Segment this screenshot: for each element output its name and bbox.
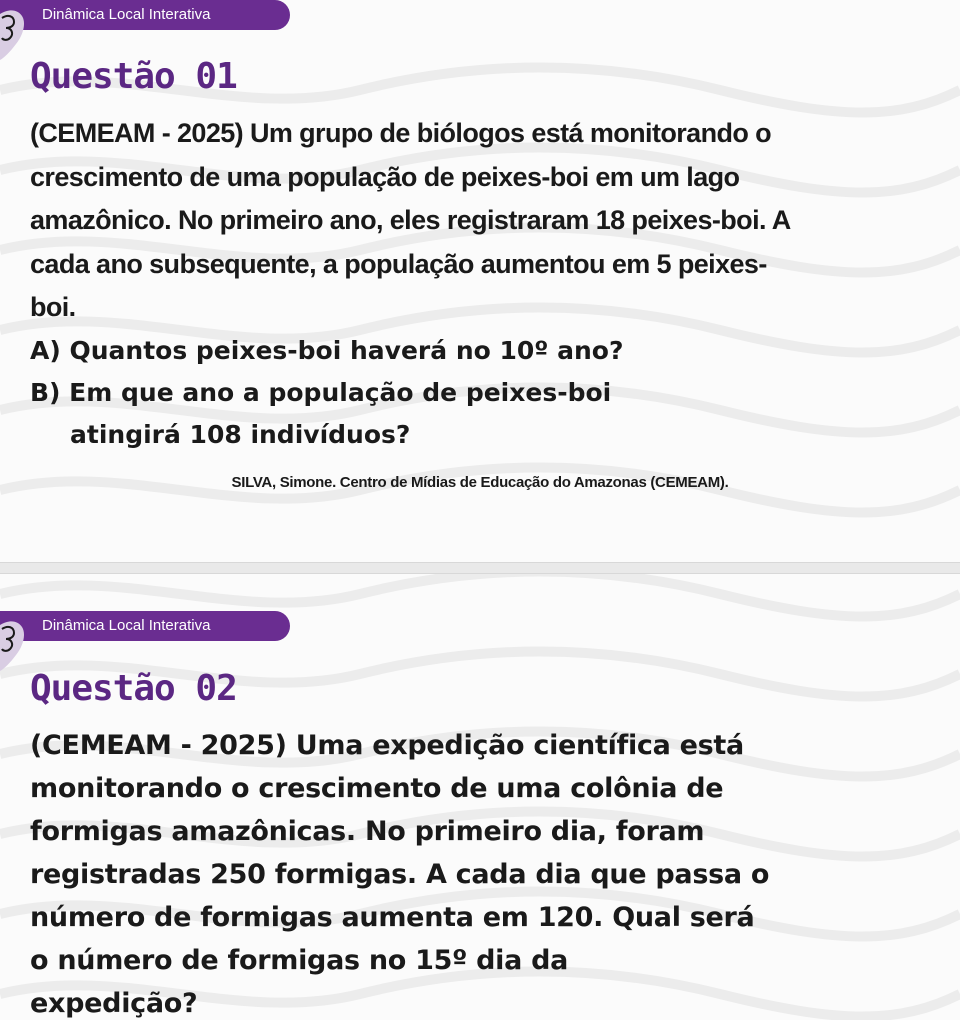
question-statement: (CEMEAM - 2025) Um grupo de biólogos está monitorando o crescimento de uma população de peixes-boi em um lago amazônico. No primeiro ano, eles registraram 18 peixes-boi. A cada ano subsequente, a população aumentou em 5 peixes- boi.: [30, 118, 791, 322]
mascot-icon: [0, 0, 40, 60]
banner-label: Dinâmica Local Interativa: [42, 6, 211, 23]
source-citation: SILVA, Simone. Centro de Mídias de Educação do Amazonas (CEMEAM).: [231, 474, 729, 491]
option-a: A) Quantos peixes-boi haverá no 10º ano?: [30, 336, 624, 365]
section-banner: [0, 611, 290, 641]
question-title: Questão 01: [30, 56, 237, 97]
slide-questao-02: [0, 574, 960, 1020]
banner-label: Dinâmica Local Interativa: [42, 617, 211, 634]
option-b-line1: B) Em que ano a população de peixes-boi: [30, 378, 612, 407]
slide-divider: [0, 562, 960, 574]
mascot-icon: [0, 611, 40, 671]
option-b-line2: atingirá 108 indivíduos?: [70, 420, 411, 449]
section-banner: [0, 0, 290, 30]
question-title: Questão 02: [30, 668, 237, 709]
question-statement: (CEMEAM - 2025) Uma expedição científica está monitorando o crescimento de uma colônia de formigas amazônicas. No primeiro dia, foram registradas 250 formigas. A cada dia que passa o número de formigas aumenta em 120. Qual será o número de formigas no 15º dia da expedição?: [30, 730, 770, 1019]
